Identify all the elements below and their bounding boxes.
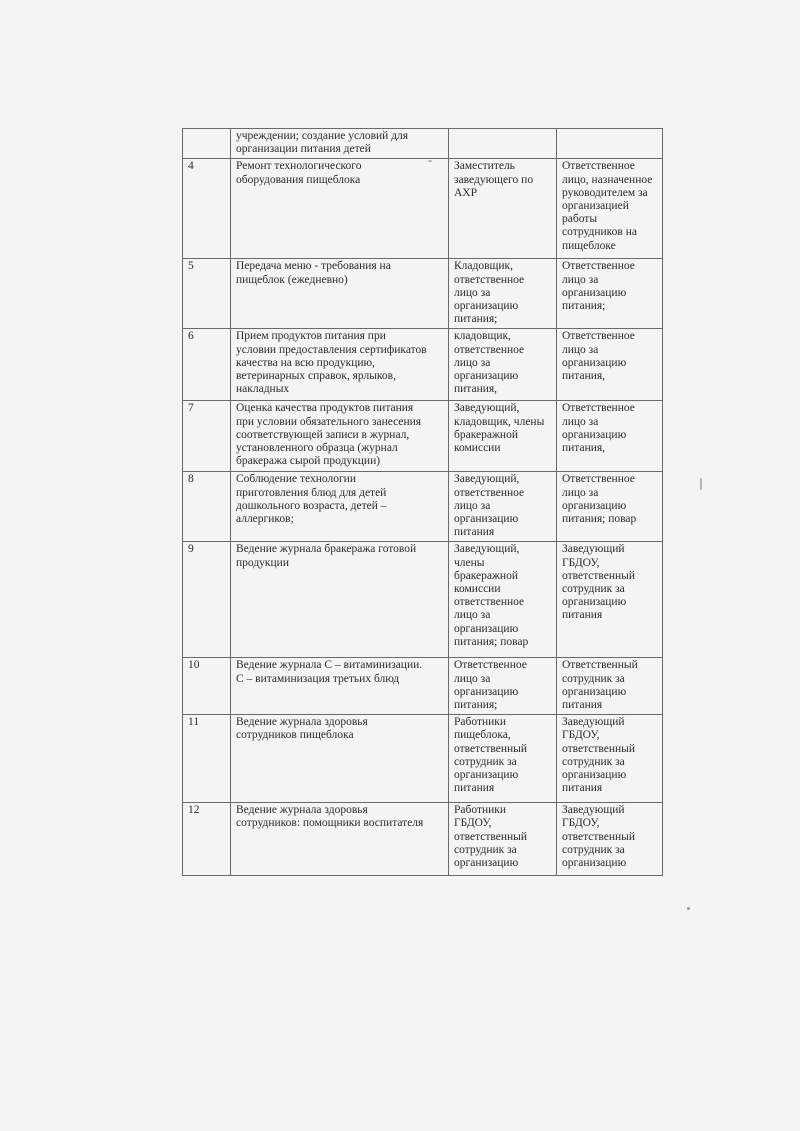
task-cell: Прием продуктов питания при условии предоставления сертификатов качества на всю продукцию, ветеринарных справок, ярлыков, накладных [231,329,449,401]
scan-speck [428,160,432,162]
task-cell: Ведение журнала здоровья сотрудников: помощники воспитателя [231,803,449,876]
control-cell: Заведующий ГБДОУ, ответственный сотрудник за организацию питания [557,715,663,803]
control-cell: Заведующий ГБДОУ, ответственный сотрудник за организацию питания [557,542,663,658]
control-cell: Ответственное лицо, назначенное руководителем за организацией работы сотрудников на пищеблоке [557,159,663,259]
row-number: 9 [183,542,231,658]
task-cell: Ремонт технологического оборудования пищеблока [231,159,449,259]
control-cell: Ответственный сотрудник за организацию питания [557,658,663,715]
responsible-cell: Заместитель заведующего по АХР [449,159,557,259]
table-row [183,542,663,658]
row-number: 5 [183,259,231,329]
control-cell: Ответственное лицо за организацию питания; [557,259,663,329]
row-number: 4 [183,159,231,259]
row-number [183,129,231,159]
responsible-cell: Заведующий, кладовщик, члены бракеражной комиссии [449,401,557,472]
responsible-cell: Кладовщик, ответственное лицо за организацию питания; [449,259,557,329]
table-row [183,329,663,401]
scan-speck [687,907,690,910]
table-row [183,658,663,715]
row-number: 11 [183,715,231,803]
table-row [183,259,663,329]
row-number: 7 [183,401,231,472]
row-number: 8 [183,472,231,542]
control-cell [557,129,663,159]
task-cell: Соблюдение технологии приготовления блюд для детей дошкольного возраста, детей – аллергиков; [231,472,449,542]
responsible-cell [449,129,557,159]
task-cell: учреждении; создание условий для организации питания детей [231,129,449,159]
control-cell: Ответственное лицо за организацию питания; повар [557,472,663,542]
responsible-cell: Заведующий, ответственное лицо за организацию питания [449,472,557,542]
row-number: 6 [183,329,231,401]
task-cell: Ведение журнала С – витаминизации. С – витаминизация третьих блюд [231,658,449,715]
task-cell: Оценка качества продуктов питания при условии обязательного занесения соответствующей записи в журнал, установленного образца (журнал бракеража сырой продукции) [231,401,449,472]
row-number: 10 [183,658,231,715]
table-row [183,472,663,542]
responsible-cell: кладовщик, ответственное лицо за организацию питания, [449,329,557,401]
responsible-cell: Работники пищеблока, ответственный сотрудник за организацию питания [449,715,557,803]
scan-speck [700,478,702,490]
task-cell: Передача меню - требования на пищеблок (ежедневно) [231,259,449,329]
table-row [183,715,663,803]
responsible-cell: Работники ГБДОУ, ответственный сотрудник за организацию [449,803,557,876]
control-cell: Ответственное лицо за организацию питания, [557,329,663,401]
control-cell: Заведующий ГБДОУ, ответственный сотрудник за организацию [557,803,663,876]
control-cell: Ответственное лицо за организацию питания, [557,401,663,472]
table-row [183,401,663,472]
table-row [183,803,663,876]
table-row [183,159,663,259]
responsible-cell: Ответственное лицо за организацию питания; [449,658,557,715]
table-row [183,129,663,159]
task-cell: Ведение журнала бракеража готовой продукции [231,542,449,658]
nutrition-control-table [182,128,663,876]
responsible-cell: Заведующий, члены бракеражной комиссии ответственное лицо за организацию питания; повар [449,542,557,658]
row-number: 12 [183,803,231,876]
task-cell: Ведение журнала здоровья сотрудников пищеблока [231,715,449,803]
